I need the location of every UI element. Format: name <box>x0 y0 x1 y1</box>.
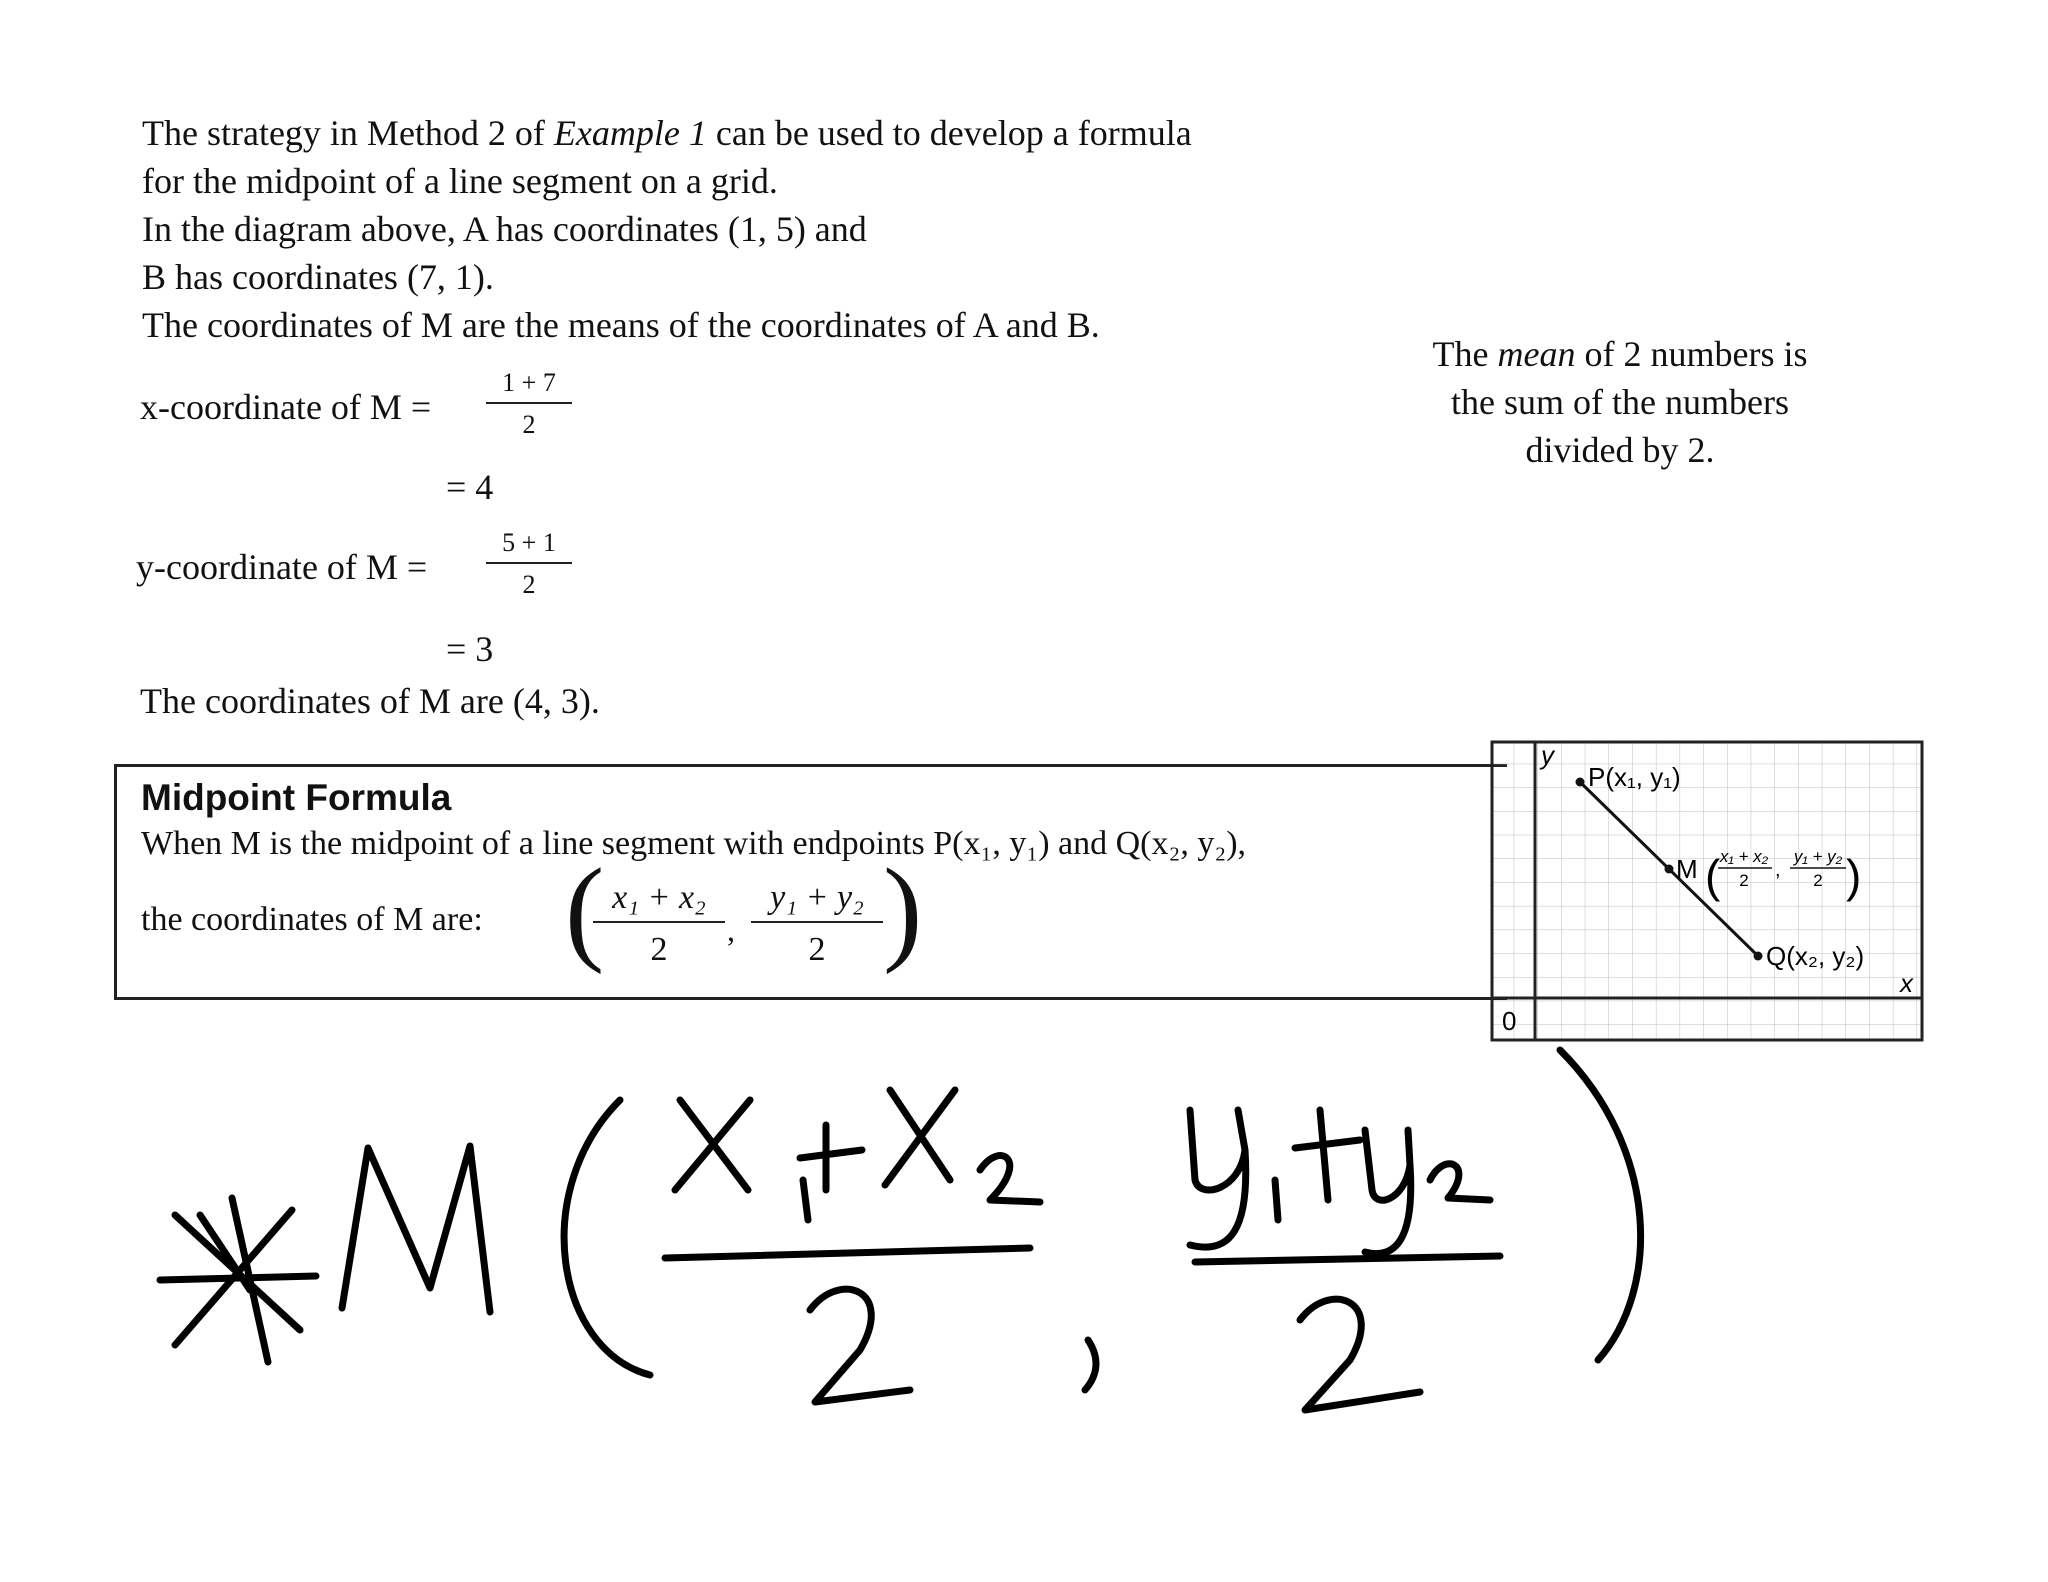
x-coordinate-label: x-coordinate of M = <box>140 387 432 427</box>
side-note-line-3: divided by 2. <box>1525 430 1715 470</box>
x-fraction-denominator: 2 <box>522 410 536 439</box>
handwritten-denominator-1 <box>810 1289 910 1402</box>
midpoint-conclusion: The coordinates of M are (4, 3). <box>140 681 600 721</box>
handwritten-plus-2 <box>1295 1110 1360 1200</box>
origin-label: 0 <box>1502 1006 1517 1036</box>
side-note-line-1 <box>1385 330 1855 378</box>
handwritten-comma <box>1085 1340 1096 1390</box>
handwritten-subscript-2 <box>980 1156 1040 1202</box>
m-comma: , <box>1775 859 1781 881</box>
formula-right-paren: ) <box>883 844 923 975</box>
handwritten-plus-1 <box>800 1125 862 1190</box>
intro-line-4: B has coordinates (7, 1). <box>142 257 494 297</box>
formula-x-numerator: x₁ + x₂ <box>593 879 725 923</box>
handwritten-subscript-y2 <box>1430 1164 1490 1200</box>
formula-y-fraction <box>751 879 883 969</box>
handwritten-denominator-2 <box>1300 1299 1420 1410</box>
side-note-line-1-start: The <box>1432 334 1498 374</box>
formula-x-fraction <box>593 879 725 969</box>
formula-title: Midpoint Formula <box>141 777 452 818</box>
handwritten-right-paren <box>1560 1050 1641 1360</box>
handwritten-fraction-bar-2 <box>1195 1256 1500 1262</box>
midpoint-formula-box <box>114 764 1507 1000</box>
intro-line-1-text: The strategy in Method 2 of <box>142 113 554 153</box>
example-reference: Example 1 <box>553 113 707 153</box>
mean-side-note <box>1385 330 1855 474</box>
handwritten-y1-y <box>1190 1110 1246 1247</box>
point-p-label: P(x₁, y₁) <box>1588 762 1681 792</box>
m-x-denominator: 2 <box>1739 871 1749 890</box>
m-left-paren: ( <box>1705 850 1721 902</box>
formula-sentence: When M is the midpoint of a line segment with endpoints P(x₁, y₁) and Q(x₂, y₂), <box>141 825 1247 862</box>
point-m-dot <box>1665 865 1674 874</box>
formula-left-paren: ( <box>565 844 605 975</box>
formula-x-denominator: 2 <box>650 931 668 968</box>
point-q-label: Q(x₂, y₂) <box>1766 941 1865 971</box>
y-coordinate-fraction <box>486 528 572 600</box>
handwritten-m <box>342 1146 490 1312</box>
m-y-denominator: 2 <box>1813 871 1823 890</box>
handwritten-asterisk <box>160 1198 316 1362</box>
handwritten-left-paren <box>564 1100 650 1375</box>
side-note-line-1-end: of 2 numbers is <box>1575 334 1808 374</box>
handwritten-subscript-y1 <box>1275 1180 1278 1220</box>
x-coordinate-result: = 4 <box>446 467 494 507</box>
intro-line-5: The coordinates of M are the means of the coordinates of A and B. <box>142 305 1100 345</box>
formula-coords-label: the coordinates of M are: <box>141 901 483 938</box>
m-y-numerator: y₁ + y₂ <box>1793 847 1843 866</box>
handwritten-x1-x <box>675 1100 750 1190</box>
formula-comma: , <box>727 912 735 948</box>
m-right-paren: ) <box>1846 850 1862 902</box>
intro-line-3: In the diagram above, A has coordinates (1, 5) and <box>142 209 867 249</box>
midpoint-grid-diagram <box>1490 740 1926 1046</box>
intro-line-1 <box>142 110 1192 156</box>
handwritten-subscript-1 <box>803 1180 808 1220</box>
handwritten-x2-x <box>885 1090 955 1185</box>
y-coordinate-result: = 3 <box>446 629 494 669</box>
x-coordinate-fraction <box>486 368 572 440</box>
x-axis-label: x <box>1900 968 1913 998</box>
side-note-line-2: the sum of the numbers <box>1451 382 1789 422</box>
point-p-dot <box>1576 778 1585 787</box>
handwritten-fraction-bar-1 <box>665 1248 1030 1258</box>
y-fraction-numerator: 5 + 1 <box>486 528 572 564</box>
y-axis-label: y <box>1541 740 1554 770</box>
point-q-dot <box>1754 952 1763 961</box>
m-x-numerator: x₁ + x₂ <box>1719 847 1769 866</box>
formula-y-denominator: 2 <box>808 931 826 968</box>
y-coordinate-label: y-coordinate of M = <box>136 547 428 587</box>
point-m-label: M <box>1676 854 1698 884</box>
y-fraction-denominator: 2 <box>522 570 536 599</box>
mean-term: mean <box>1497 334 1576 374</box>
handwritten-y2-y <box>1365 1130 1411 1254</box>
intro-line-1-end: can be used to develop a formula <box>706 113 1192 153</box>
intro-line-2: for the midpoint of a line segment on a grid. <box>142 161 778 201</box>
formula-y-numerator: y₁ + y₂ <box>751 879 883 923</box>
handwritten-midpoint-note <box>0 1040 1700 1440</box>
x-fraction-numerator: 1 + 7 <box>486 368 572 404</box>
